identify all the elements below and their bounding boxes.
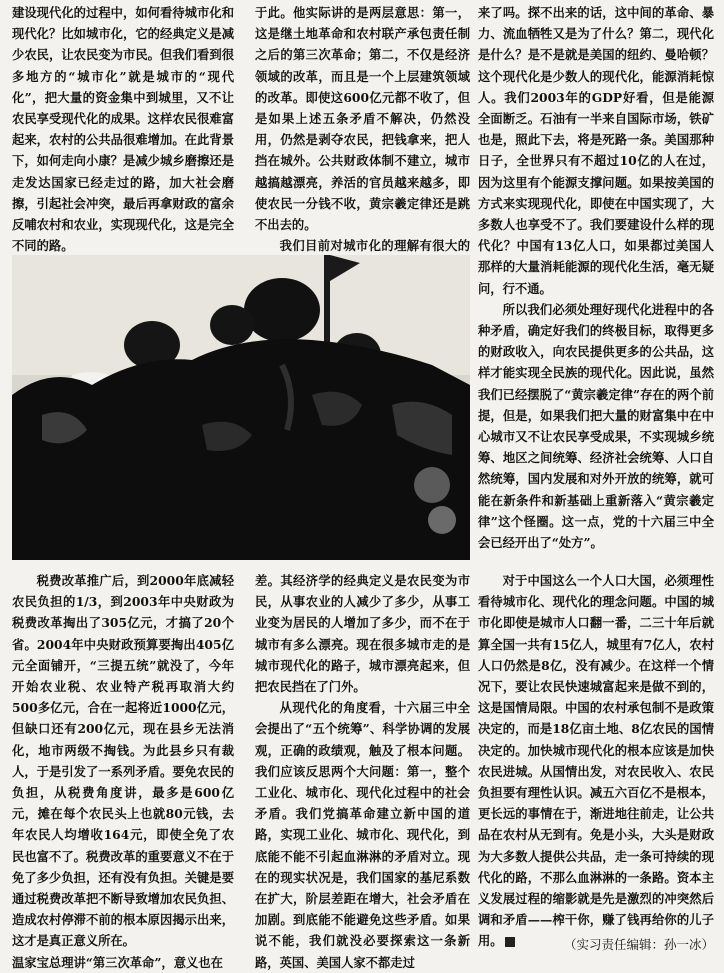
column-2 bbox=[255, 2, 470, 278]
column-4 bbox=[12, 570, 234, 973]
paragraph: 所以我们必须处理好现代化进程中的各种矛盾，确定好我们的终极目标，取得更多的财政收入，向农民提供更多的公共品，这样才能实现全民族的现代化。因此说，虽然我们已经摆脱了“黄宗羲定律”存在的两个前提，但是，如果我们把大量的财富集中在中心城市又不让农民享受成果，不实现城乡统筹、地区之间统筹、经济社会统筹、人口自然统筹，国内发展和对外开放的统筹，就可能在新条件和新基础上重新落入“黄宗羲定律”这个怪圈。这一点，党的十六届三中全会已经开出了“处方”。 bbox=[478, 301, 714, 551]
paragraph: 来了吗。探不出来的话，这中间的革命、暴力、流血牺牲又是为了什么？第二，现代化是什么？是不是就是美国的纽约、曼哈顿？这个现代化是少数人的现代化，能源消耗惊人。我们2003年的GDP好看，但是能源全面断乏。石油有一半来自国际市场，铁矿也是，照此下去，将是死路一条。美国那种日子，全世界只有不超过10亿的人在过，因为这里有个能源支撑问题。如果按美国的方式来实现现代化，即使在中国实现了，大多数人也享受不了。我们要建设什么样的现代化？中国有13亿人口，如果都过美国人那样的大量消耗能源的现代化生活，毫无疑问，行不通。 bbox=[478, 5, 714, 296]
paragraph bbox=[478, 570, 714, 952]
column-1 bbox=[12, 2, 234, 256]
editor-credit: （实习责任编辑：孙一冰） bbox=[563, 937, 714, 952]
paragraph: 于此。他实际讲的是两层意思：第一，这是继土地革命和农村联产承包责任制之后的第三次革命；第二，不仅是经济领域的改革，而且是一个上层建筑领域的改革。即使这600亿元都不收了，但是如果上述五条矛盾不解决，仍然没用，仍然是剥夺农民，把钱拿来，把人挡在城外。公共财政体制不建立，城市越搞越漂亮，养活的官员越来越多，即使农民一分钱不收，黄宗羲定律还是跳不出去的。 bbox=[255, 5, 470, 233]
paragraph: 温家宝总理讲“第三次革命”，意义也在 bbox=[12, 954, 223, 970]
paragraph-text: 对于中国这么一个人口大国，必须理性看待城市化、现代化的理念问题。中国的城市化即使是城市人口翻一番，二三十年后就算全国一共有15亿人，城里有7亿人，农村人口仍然是8亿，没有减少。在这样一个情况下，要让农民快速城富起来是做不到的，这是国情局限。中国的农村承包制不是政策决定的，而是18亿亩土地、8亿农民的国情决定的。加快城市现代化的根本应该是加快农民进城。从国情出发，对农民收入、农民负担要有理性认识。减五六百亿不是根本，更长远的事情在于，渐进地往前走，让公共品在农村从无到有。免是小头，大头是财政为大多数人提供公共品，走一条可持续的现代化的路，不那么血淋淋的一条路。资本主义发展过程的缩影就是先是激烈的冲突然后调和矛盾——榨干你，赚了钱再给你的儿子用。 bbox=[478, 573, 714, 949]
paragraph: 税费改革推广后，到2000年底减轻农民负担的1/3，到2003年中央财政为税费改革掏出了305亿元，才搞了20个省。2004年中央财政预算要掏出405亿元全面铺开，“三提五统”就没了，今年开始农业税、农业特产税再取消大约500多亿元，合在一起将近1000亿元，但缺口还有200亿元，现在县乡无法消化，地市两级不掏钱。为此县乡只有裁人，于是引发了一系列矛盾。要免农民的负担，从税费角度讲，最多是600亿元，摊在每个农民头上也就80元钱，去年农民人均增收164元，即使全免了农民也富不了。税费改革的重要意义不在于免了多少负担，还有没有负担。关键是要通过税费改革把不断导致增加农民负担、造成农村停滞不前的根本原因揭示出来，这才是真正意义所在。 bbox=[12, 573, 234, 949]
paragraph: 从现代化的角度看，十六届三中全会提出了“五个统筹”、科学协调的发展观，正确的政绩观，触及了根本问题。我们应该反思两个大问题：第一，整个工业化、城市化、现代化过程中的社会矛盾。我们党搞革命建立新中国的道路，实现工业化、城市化、现代化，到底能不能不引起血淋淋的矛盾对立。现在的现实状况是，我们国家的基尼系数在扩大，阶层差距在增大，社会矛盾在加剧。到底能不能避免这些矛盾。如果说不能，我们就没必要探索这一条新路，英国、美国人家不都走过 bbox=[255, 700, 470, 970]
column-6 bbox=[478, 570, 714, 952]
photo-crowd-silhouettes bbox=[12, 255, 470, 560]
column-3 bbox=[478, 2, 714, 553]
paragraph: 建设现代化的过程中，如何看待城市化和现代化？比如城市化，它的经典定义是减少农民，让农民变为市民。但我们看到很多地方的“城市化”就是城市的“现代化”，把大量的资金集中到城里，又不让农民享受现代化的成果。这样农民很难富起来，农村的公共品很难增加。在此背景下，如何走向小康？是减少城乡磨擦还是走发达国家已经走过的路，加大社会磨擦，引起社会冲突，最后再拿财政的富余反哺农村和农业，实现现代化，这是完全不同的路。 bbox=[12, 5, 234, 254]
paragraph: 差。其经济学的经典定义是农民变为市民，从事农业的人减少了多少，从事工业变为居民的人增加了多少，而不在于城市有多么漂亮。现在很多城市走的是城市现代化的路子，城市漂亮起来，但把农民挡在了门外。 bbox=[255, 573, 470, 695]
column-5 bbox=[255, 570, 470, 973]
paragraph: 我们目前对城市化的理解有很大的 bbox=[279, 238, 470, 254]
end-mark-icon bbox=[505, 937, 515, 947]
